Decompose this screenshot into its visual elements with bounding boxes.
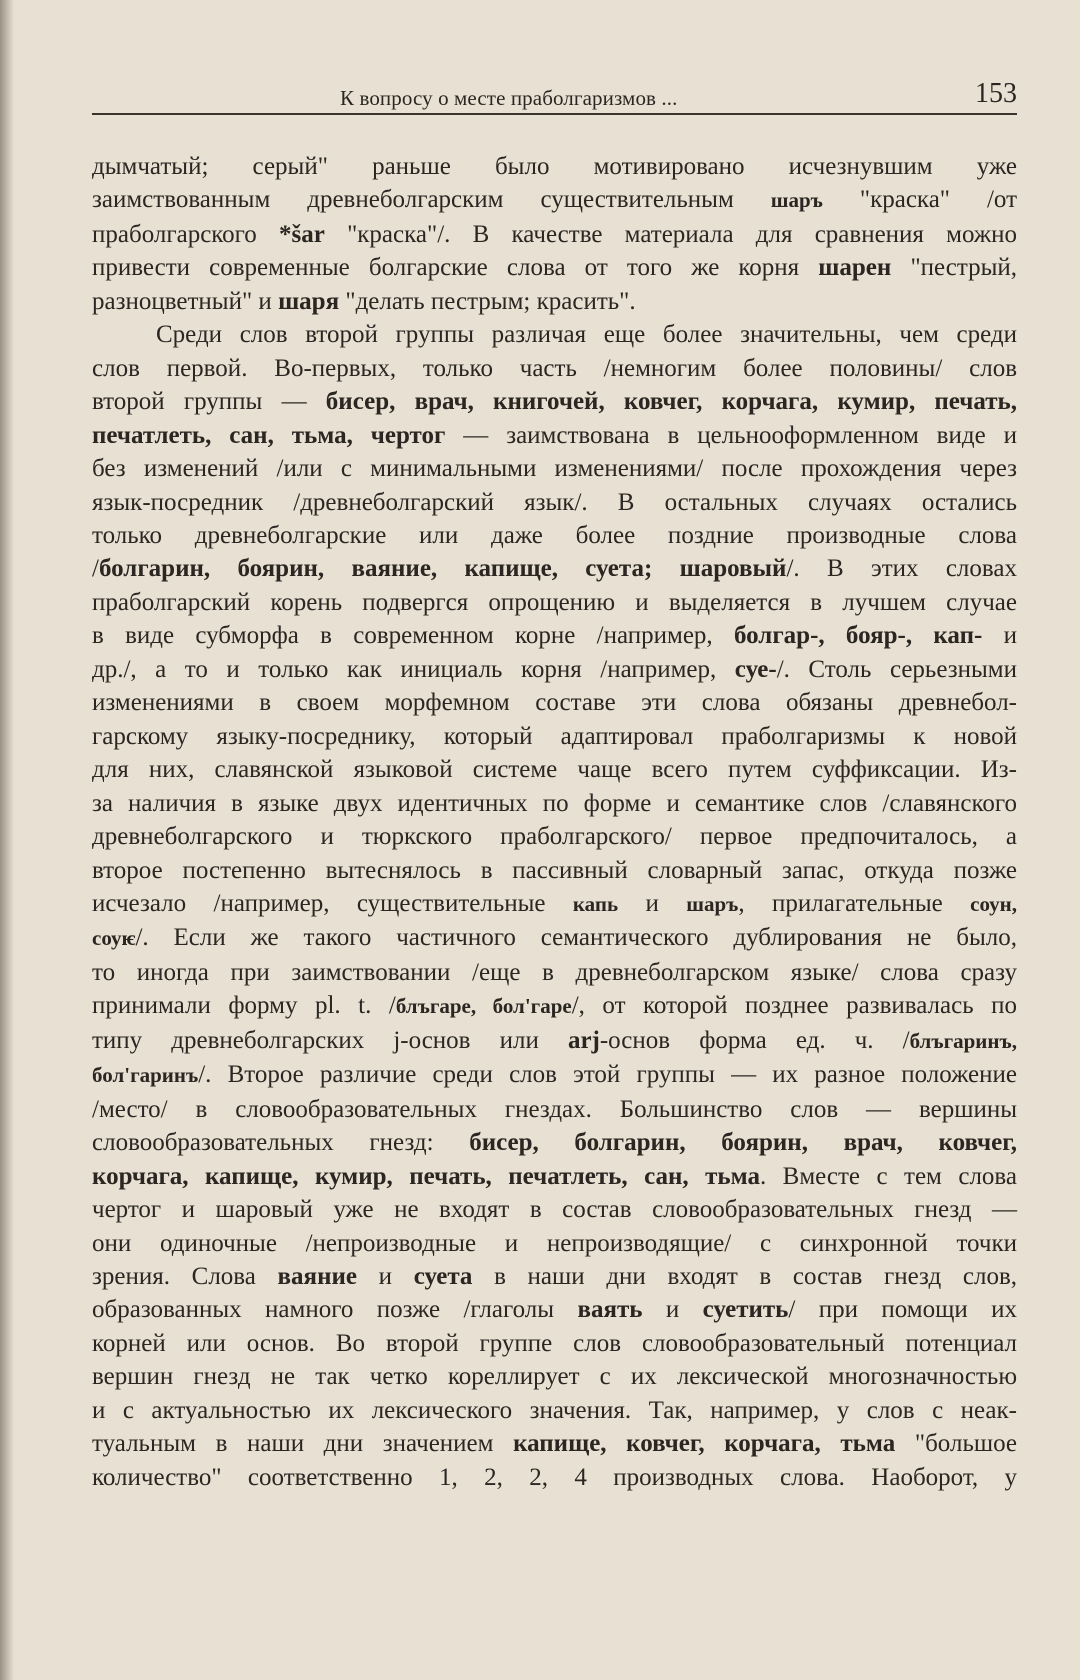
text-line [92,285,1017,318]
emphasized-term: шаръ [686,891,739,916]
text-segment: "делать пестрым; красить". [339,287,636,315]
text-segment: и с актуальностью их лексического значения. Так, например, у слов с неак- [92,1396,1017,1424]
text-segment: язык-посредник /древнеболгарский язык/. В остальных случаях остались [92,488,1017,516]
page-number: 153 [975,78,1017,109]
page-binding-edge [0,0,14,1680]
text-line [92,251,1017,284]
text-segment: /. Если же такого частичного семантического дублирования не было, [135,924,1017,952]
emphasized-term: *šar [279,220,325,248]
emphasized-term: соуѥ [92,926,136,951]
text-segment: /. В этих словах [786,555,1017,583]
emphasized-term: печатлеть, сан, тьма, чертог [92,421,446,449]
text-segment: корней или основ. Во второй группе слов словообразовательный потенциал [92,1329,1017,1357]
text-segment: — заимствована в цельнооформленном виде и [445,421,1017,449]
text-segment: /, от которой позднее развивалась по [571,992,1017,1020]
text-line [92,686,1017,719]
text-segment: -основ форма ед. ч. / [599,1026,910,1054]
text-line [92,1427,1017,1460]
text-segment: разноцветный" и [92,287,279,315]
text-line [92,1394,1017,1427]
text-segment: только древнеболгарские или даже более поздние производные слова [92,521,1017,549]
text-segment: исчезало /например, существительные [92,889,573,917]
text-line [92,419,1017,452]
text-line [92,1360,1017,1393]
text-segment: дымчатый; серый" раньше было мотивировано исчезнувшим уже [92,153,1017,180]
text-line [92,956,1017,989]
text-segment: / при помощи их [788,1296,1017,1324]
text-segment: за наличия в языке двух идентичных по форме и семантике слов /славянского [92,789,1017,817]
text-segment: привести современные болгарские слова от того же корня [92,254,819,282]
text-segment: они одиночные /непроизводные и непроизводящие/ с синхронной точки [92,1229,1017,1257]
text-line [92,1327,1017,1360]
text-segment: праболгарского [92,220,280,248]
text-line [92,1160,1017,1193]
text-line [92,720,1017,753]
text-line [92,1227,1017,1260]
emphasized-term: шарен [818,254,892,282]
text-line [92,150,1017,183]
text-segment: типу древнеболгарских j-основ или [92,1026,568,1054]
text-segment: "большое [895,1430,1017,1458]
text-segment: слов первой. Во-первых, только часть /немногим более половины/ слов [92,354,1017,382]
text-line [92,183,1017,217]
text-segment: /место/ в словообразовательных гнездах. Большинство слов — вершины [92,1095,1017,1123]
text-line [92,753,1017,786]
emphasized-term: соун, [970,891,1017,916]
text-segment: древнеболгарского и тюркского праболгарского/ первое предпочиталось, а [92,823,1017,851]
text-segment: то иногда при заимствовании /еще в древнеболгарском языке/ слова сразу [92,958,1017,986]
text-segment: зрения. Слова [92,1262,278,1290]
emphasized-term: суетить [702,1296,789,1324]
text-segment: вершин гнезд не так четко кореллирует с их лексической многозначностью [92,1363,1017,1391]
text-segment: и [982,622,1017,650]
text-segment: /. Второе различие среди слов этой группы — их разное положение [198,1061,1017,1089]
text-segment: принимали форму pl. t. / [92,992,396,1020]
text-segment: в виде субморфа в современном корне /например, [92,622,734,650]
text-segment: второе постепенно вытеснялось в пассивный словарный запас, откуда позже [92,856,1017,884]
emphasized-term: ваять [577,1296,643,1324]
emphasized-term: шаръ [770,188,823,213]
emphasized-term: бол'гаринъ [92,1063,199,1088]
emphasized-term: шаря [278,287,340,315]
text-line [92,486,1017,519]
text-line [92,1024,1017,1058]
text-segment: "краска"/. В качестве материала для сравнения можно [324,220,1018,248]
text-segment: без изменений /или с минимальными изменениями/ после прохождения через [92,455,1017,483]
text-line [92,619,1017,652]
text-line [92,887,1017,921]
text-line [92,820,1017,853]
text-segment: для них, славянской языковой системе чаще всего путем суффиксации. Из- [92,756,1017,784]
text-line [92,1058,1017,1092]
text-line [92,552,1017,585]
text-segment: праболгарский корень подвергся опрощению и выделяется в лучшем случае [92,588,1017,616]
text-line [92,385,1017,418]
emphasized-term: бисер, болгарин, боярин, врач, ковчег, [469,1129,1018,1157]
text-line [92,787,1017,820]
emphasized-term: arj [567,1026,600,1054]
text-segment: и [356,1262,414,1290]
text-line [92,854,1017,887]
text-segment: / [92,555,99,583]
page-header [92,74,1017,114]
text-line [92,586,1017,619]
emphasized-term: болгарин, боярин, ваяние, капище, суета; шаровый [98,555,787,583]
emphasized-term: блъгаре, бол'гаре [395,994,572,1019]
emphasized-term: корчага, капище, кумир, печать, печатлеть, сан, тьма [92,1162,760,1190]
emphasized-term: суе- [734,655,777,683]
text-line [92,519,1017,552]
text-segment: "пестрый, [891,254,1017,282]
text-line [92,1293,1017,1326]
text-segment: туальным в наши дни значением [92,1430,514,1458]
text-segment: изменениями в своем морфемном составе эти слова обязаны древнебол- [92,689,1017,717]
body-text [92,150,1017,1494]
emphasized-term: капище, ковчег, корчага, тьма [513,1430,896,1458]
emphasized-term: ваяние [277,1262,357,1290]
text-line [92,218,1017,251]
text-segment: гарскому языку-посреднику, который адаптировал праболгаризмы к новой [92,722,1017,750]
emphasized-term: суета [413,1262,473,1290]
text-line [92,921,1017,955]
text-line [92,352,1017,385]
text-segment: др./, а то и только как инициаль корня /например, [92,655,735,683]
text-segment: и [618,889,687,917]
text-segment: словообразовательных гнезд: [92,1129,470,1157]
text-segment: . Вместе с тем слова [759,1162,1017,1190]
emphasized-term: капь [572,891,619,916]
emphasized-term: болгар-, бояр-, кап- [733,622,983,650]
text-segment: образованных намного позже /глаголы [92,1296,578,1324]
text-line [92,1260,1017,1293]
text-segment: и [642,1296,703,1324]
text-line [92,653,1017,686]
text-line [92,1461,1017,1494]
text-segment: , прилагательные [738,889,971,917]
text-line [92,1126,1017,1159]
text-line [92,318,1017,351]
text-line [92,452,1017,485]
text-line [92,1093,1017,1126]
text-segment: "краска" /от [822,186,1018,214]
text-segment: заимствованным древнеболгарским существительным [92,186,771,214]
header-rule [92,113,1017,115]
emphasized-term: бисер, врач, книгочей, ковчег, корчага, кумир, печать, [325,388,1017,416]
text-segment: второй группы — [92,388,326,416]
text-segment: Среди слов второй группы различая еще более значительны, чем среди [156,321,1017,349]
text-segment: количество" соответственно 1, 2, 2, 4 производных слова. Наоборот, у [92,1463,1017,1491]
text-line [92,1193,1017,1226]
text-segment: в наши дни входят в состав гнезд слов, [472,1262,1017,1290]
emphasized-term: блъгаринъ, [909,1028,1017,1053]
text-segment: чертог и шаровый уже не входят в состав словообразовательных гнезд — [92,1196,1017,1224]
text-segment: /. Столь серьезными [776,655,1017,683]
text-line [92,989,1017,1023]
running-title: К вопросу о месте праболгаризмов ... [340,86,678,110]
